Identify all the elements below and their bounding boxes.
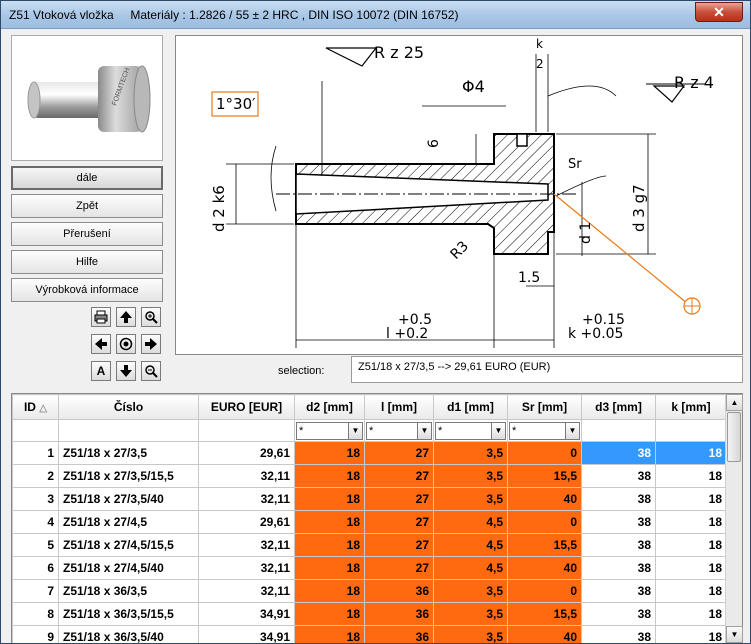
cell-cislo[interactable]: Z51/18 x 36/3,5/15,5 [59, 603, 199, 626]
k-fraction-bottom: 2 [536, 57, 544, 71]
filter-cell-empty [199, 420, 295, 442]
svg-text:FORMTECH: FORMTECH [111, 67, 132, 107]
cell-id[interactable]: 4 [13, 511, 59, 534]
column-header-cislo[interactable]: Číslo [59, 395, 199, 420]
technical-drawing [175, 35, 743, 355]
filter-cell-empty [13, 420, 59, 442]
close-button[interactable]: ✕ [695, 2, 743, 22]
print-icon[interactable] [91, 307, 111, 327]
cell-k[interactable]: 18 [656, 626, 727, 644]
chevron-down-icon[interactable]: ▼ [565, 423, 579, 439]
cell-d1[interactable]: 4,5 [434, 534, 508, 557]
cell-euro[interactable]: 29,61 [199, 511, 295, 534]
cell-cislo[interactable]: Z51/18 x 36/3,5/40 [59, 626, 199, 644]
filter-d2[interactable]: * ▼ [296, 422, 363, 440]
table-row[interactable] [13, 534, 727, 557]
column-header-l[interactable]: l [mm] [365, 395, 434, 420]
cell-k[interactable]: 18 [656, 580, 727, 603]
table-row[interactable] [13, 603, 727, 626]
r3-label: R3 [447, 238, 473, 263]
cell-id[interactable]: 3 [13, 488, 59, 511]
cell-euro[interactable]: 32,11 [199, 580, 295, 603]
cell-euro[interactable]: 34,91 [199, 626, 295, 644]
cell-euro[interactable]: 32,11 [199, 557, 295, 580]
next-button[interactable]: dále [11, 166, 163, 190]
cell-k[interactable]: 18 [656, 603, 727, 626]
help-button[interactable]: Hilfe [11, 250, 163, 274]
cell-l[interactable]: 27 [365, 442, 434, 465]
cell-l[interactable]: 36 [365, 603, 434, 626]
rz4-label: R z 4 [674, 73, 714, 92]
six-label: 6 [426, 139, 442, 148]
cell-d3[interactable]: 38 [582, 534, 656, 557]
chevron-down-icon[interactable]: ▼ [417, 423, 431, 439]
cell-d3[interactable]: 38 [582, 488, 656, 511]
selection-field: Z51/18 x 27/3,5 --> 29,61 EURO (EUR) [351, 356, 743, 383]
cell-k[interactable]: 18 [656, 511, 727, 534]
cell-sr[interactable]: 0 [508, 511, 582, 534]
d3g7-label: d 3 g7 [630, 184, 648, 232]
column-header-k[interactable]: k [mm] [656, 395, 727, 420]
l-tol-base-label: l +0.2 [386, 326, 429, 342]
cell-sr[interactable]: 15,5 [508, 465, 582, 488]
cell-k[interactable]: 18 [656, 488, 727, 511]
zoom-in-icon[interactable] [141, 307, 161, 327]
cell-d1[interactable]: 3,5 [434, 580, 508, 603]
cell-l[interactable]: 27 [365, 465, 434, 488]
cell-l[interactable]: 27 [365, 557, 434, 580]
k-tol-base-label: k +0.05 [568, 326, 624, 342]
cell-d2[interactable]: 18 [295, 465, 365, 488]
cell-d2[interactable]: 18 [295, 488, 365, 511]
k-fraction-top: k [536, 37, 543, 51]
cell-l[interactable]: 27 [365, 534, 434, 557]
filter-l[interactable]: * ▼ [366, 422, 432, 440]
table-row[interactable] [13, 465, 727, 488]
cell-sr[interactable]: 40 [508, 557, 582, 580]
cell-euro[interactable]: 29,61 [199, 442, 295, 465]
cell-d2[interactable]: 18 [295, 442, 365, 465]
cell-sr[interactable]: 15,5 [508, 603, 582, 626]
title-bar[interactable] [1, 1, 750, 29]
cell-l[interactable]: 36 [365, 626, 434, 644]
cell-d1[interactable]: 3,5 [434, 442, 508, 465]
phi4-label: Φ4 [462, 77, 485, 96]
d1-label: d 1 [578, 221, 594, 244]
cell-cislo[interactable]: Z51/18 x 27/4,5/15,5 [59, 534, 199, 557]
arrow-up-icon[interactable] [116, 307, 136, 327]
sort-ascending-icon: △ [39, 403, 48, 414]
cell-cislo[interactable]: Z51/18 x 27/4,5/40 [59, 557, 199, 580]
cell-d2[interactable]: 18 [295, 557, 365, 580]
cell-d1[interactable]: 4,5 [434, 511, 508, 534]
cell-k[interactable]: 18 [656, 557, 727, 580]
cell-euro[interactable]: 32,11 [199, 534, 295, 557]
product-info-button[interactable]: Výrobková informace [11, 278, 163, 302]
cell-k[interactable]: 18 [656, 534, 727, 557]
cell-id[interactable]: 5 [13, 534, 59, 557]
sr-label: Sr [568, 157, 582, 172]
cell-cislo[interactable]: Z51/18 x 27/3,5/40 [59, 488, 199, 511]
cell-d1[interactable]: 3,5 [434, 465, 508, 488]
dim-1-5-label: 1.5 [518, 270, 541, 286]
column-header-sr[interactable]: Sr [mm] [508, 395, 582, 420]
cell-id[interactable]: 6 [13, 557, 59, 580]
cell-d1[interactable]: 3,5 [434, 488, 508, 511]
product-image [11, 35, 163, 161]
cell-cislo[interactable]: Z51/18 x 27/3,5/15,5 [59, 465, 199, 488]
cell-d1[interactable]: 3,5 [434, 603, 508, 626]
cell-id[interactable]: 8 [13, 603, 59, 626]
cell-d2[interactable]: 18 [295, 626, 365, 644]
filter-d1[interactable]: * ▼ [435, 422, 506, 440]
cell-d3[interactable]: 38 [582, 442, 656, 465]
cell-l[interactable]: 27 [365, 511, 434, 534]
k-tol-plus-label: +0.15 [582, 312, 625, 328]
filter-cell-empty [582, 420, 656, 442]
table-row[interactable] [13, 557, 727, 580]
cell-id[interactable]: 9 [13, 626, 59, 644]
product-table[interactable] [11, 393, 743, 644]
cell-d3[interactable]: 38 [582, 603, 656, 626]
table-row[interactable] [13, 580, 727, 603]
rz25-label: R z 25 [374, 43, 425, 62]
cell-d3[interactable]: 38 [582, 626, 656, 644]
cell-cislo[interactable]: Z51/18 x 36/3,5 [59, 580, 199, 603]
chevron-down-icon[interactable]: ▼ [491, 423, 505, 439]
left-panel [11, 35, 165, 378]
cell-cislo[interactable]: Z51/18 x 27/4,5 [59, 511, 199, 534]
cell-d1[interactable]: 4,5 [434, 557, 508, 580]
cell-d1[interactable]: 3,5 [434, 626, 508, 644]
cell-d2[interactable]: 18 [295, 534, 365, 557]
table-row[interactable] [13, 511, 727, 534]
table-row[interactable] [13, 626, 727, 644]
cell-id[interactable]: 7 [13, 580, 59, 603]
text-a-icon[interactable]: A [91, 361, 111, 381]
cell-d3[interactable]: 38 [582, 511, 656, 534]
cell-d2[interactable]: 18 [295, 580, 365, 603]
cell-id[interactable]: 1 [13, 442, 59, 465]
vertical-scrollbar[interactable] [725, 394, 742, 644]
filter-sr[interactable]: * ▼ [509, 422, 580, 440]
target-icon[interactable] [116, 334, 136, 354]
cell-d3[interactable]: 38 [582, 580, 656, 603]
cell-sr[interactable]: 0 [508, 580, 582, 603]
cell-k[interactable]: 18 [656, 465, 727, 488]
arrow-right-icon[interactable] [141, 334, 161, 354]
column-header-d3[interactable]: d3 [mm] [582, 395, 656, 420]
cell-d3[interactable]: 38 [582, 465, 656, 488]
filter-cell-empty [656, 420, 727, 442]
back-button[interactable]: Zpět [11, 194, 163, 218]
cell-l[interactable]: 36 [365, 580, 434, 603]
angle-label: 1°30′ [216, 95, 256, 113]
column-header-id[interactable]: ID △ [13, 395, 59, 420]
selection-label: selection: [278, 365, 325, 377]
l-tol-plus-label: +0.5 [398, 312, 432, 328]
cell-euro[interactable]: 32,11 [199, 488, 295, 511]
cell-euro[interactable]: 32,11 [199, 465, 295, 488]
cell-sr[interactable]: 15,5 [508, 534, 582, 557]
table-row[interactable] [13, 488, 727, 511]
zoom-out-icon[interactable] [141, 361, 161, 381]
filter-cell-empty [59, 420, 199, 442]
chevron-down-icon[interactable]: ▼ [348, 423, 362, 439]
cell-k[interactable]: 18 [656, 442, 727, 465]
arrow-left-icon[interactable] [91, 334, 111, 354]
cell-d2[interactable]: 18 [295, 511, 365, 534]
cell-cislo[interactable]: Z51/18 x 27/3,5 [59, 442, 199, 465]
arrow-down-icon[interactable] [116, 361, 136, 381]
column-header-d2[interactable]: d2 [mm] [295, 395, 365, 420]
table-row[interactable] [13, 442, 727, 465]
abort-button[interactable]: Přerušení [11, 222, 163, 246]
cell-euro[interactable]: 34,91 [199, 603, 295, 626]
cell-sr[interactable]: 40 [508, 488, 582, 511]
scroll-up-icon[interactable]: ▲ [726, 394, 743, 411]
cell-sr[interactable]: 0 [508, 442, 582, 465]
scroll-down-icon[interactable]: ▼ [726, 626, 743, 643]
cell-d2[interactable]: 18 [295, 603, 365, 626]
cell-sr[interactable]: 40 [508, 626, 582, 644]
column-header-euro[interactable]: EURO [EUR] [199, 395, 295, 420]
scroll-thumb[interactable] [727, 412, 741, 462]
cell-d3[interactable]: 38 [582, 557, 656, 580]
cell-l[interactable]: 27 [365, 488, 434, 511]
column-header-d1[interactable]: d1 [mm] [434, 395, 508, 420]
cell-id[interactable]: 2 [13, 465, 59, 488]
d2k6-label: d 2 k6 [210, 185, 228, 232]
window-title: Z51 Vtoková vložka Materiály : 1.2826 / 55 ± 2 HRC , DIN ISO 10072 (DIN 16752) [9, 8, 459, 22]
